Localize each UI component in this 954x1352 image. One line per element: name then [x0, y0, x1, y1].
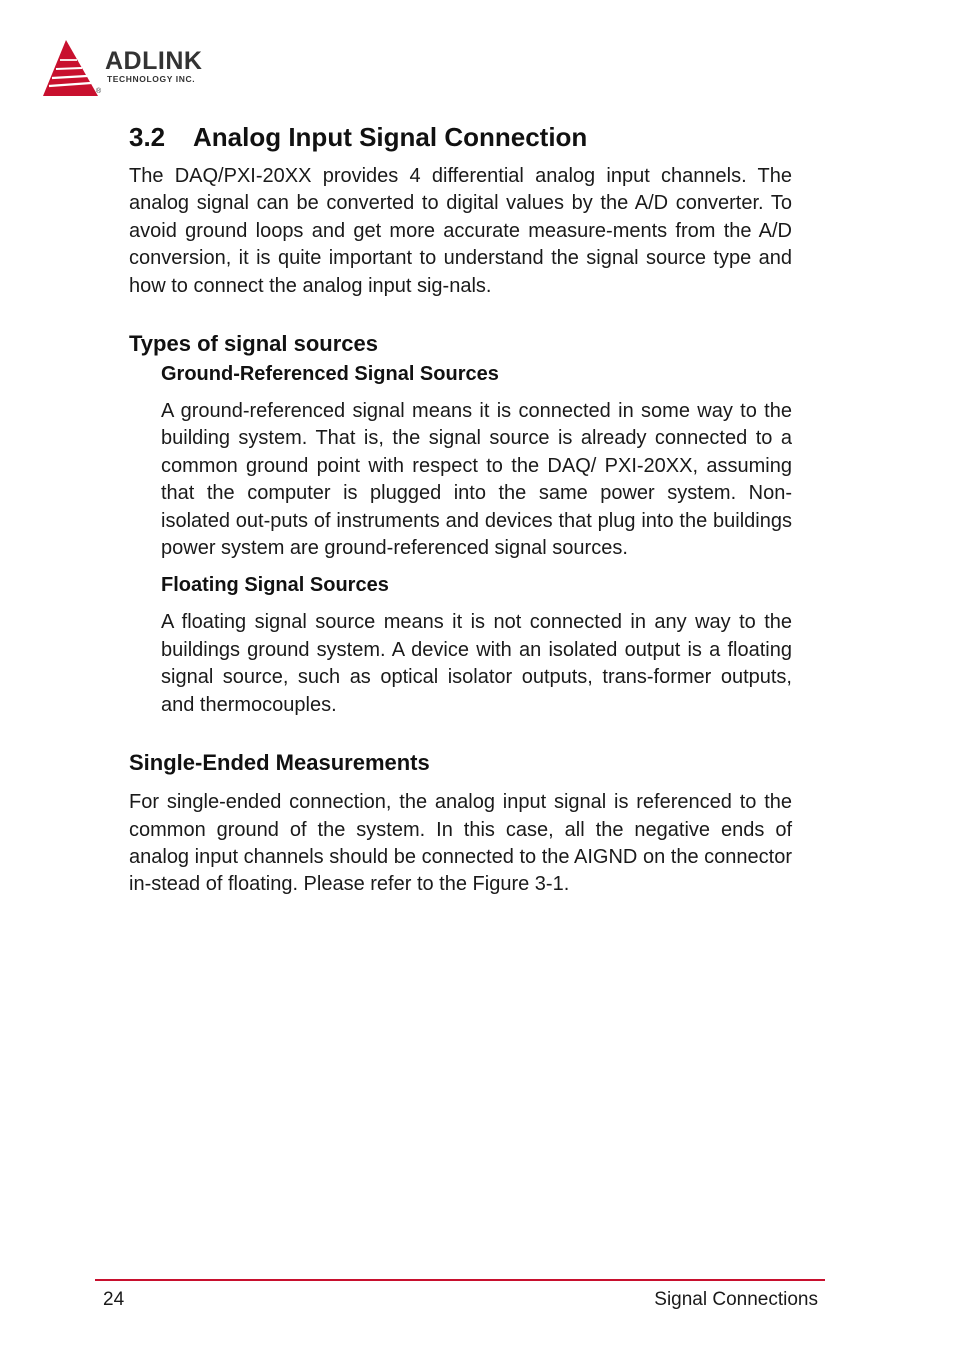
floating-paragraph: A floating signal source means it is not connected in any way to the buildings ground system. A device with an isolated output is a floating signal source, such as optical isolator outputs, trans-former outputs, and thermocouples. [161, 611, 792, 716]
footer-divider [95, 1279, 825, 1281]
logo-wordmark: ADLINK [105, 47, 203, 75]
registered-mark: ® [96, 88, 102, 95]
ground-referenced-heading: Ground-Referenced Signal Sources [161, 363, 499, 386]
page-number: 24 [103, 1289, 125, 1310]
page-content [129, 120, 792, 899]
section-heading [129, 120, 792, 154]
adlink-triangle-icon [40, 36, 104, 100]
ground-referenced-paragraph: A ground-referenced signal means it is connected in some way to the building system. That is, the signal source is already connected to a common ground point with respect to the DAQ/ PXI-20XX, assuming that the computer is plugged into the same power system. Non- isolated out-puts of instruments and devices that plug into the buildings power system are ground-referenced signal sources. [161, 400, 792, 560]
floating-heading: Floating Signal Sources [161, 574, 389, 597]
intro-paragraph: The DAQ/PXI-20XX provides 4 differential analog input channels. The analog signal can be converted to digital values by the A/D converter. To avoid ground loops and get more accurate measure-ments from the A/D conversion, it is quite important to understand the signal source type and how to connect the analog input sig-nals. [129, 165, 792, 297]
logo-tagline: TECHNOLOGY INC. [107, 74, 196, 84]
adlink-logo [40, 36, 240, 100]
single-ended-paragraph: For single-ended connection, the analog input signal is referenced to the common ground of the system. In this case, all the negative ends of analog input channels should be connected to the AIGND on the connector in-stead of floating. Please refer to the Figure 3-1. [129, 791, 792, 896]
footer-chapter-title: Signal Connections [654, 1289, 818, 1310]
types-subsection [161, 361, 792, 719]
section-title: Analog Input Signal Connection [193, 122, 588, 152]
types-heading: Types of signal sources [129, 331, 379, 357]
single-ended-heading: Single-Ended Measurements [129, 750, 430, 776]
section-number: 3.2 [129, 122, 166, 152]
